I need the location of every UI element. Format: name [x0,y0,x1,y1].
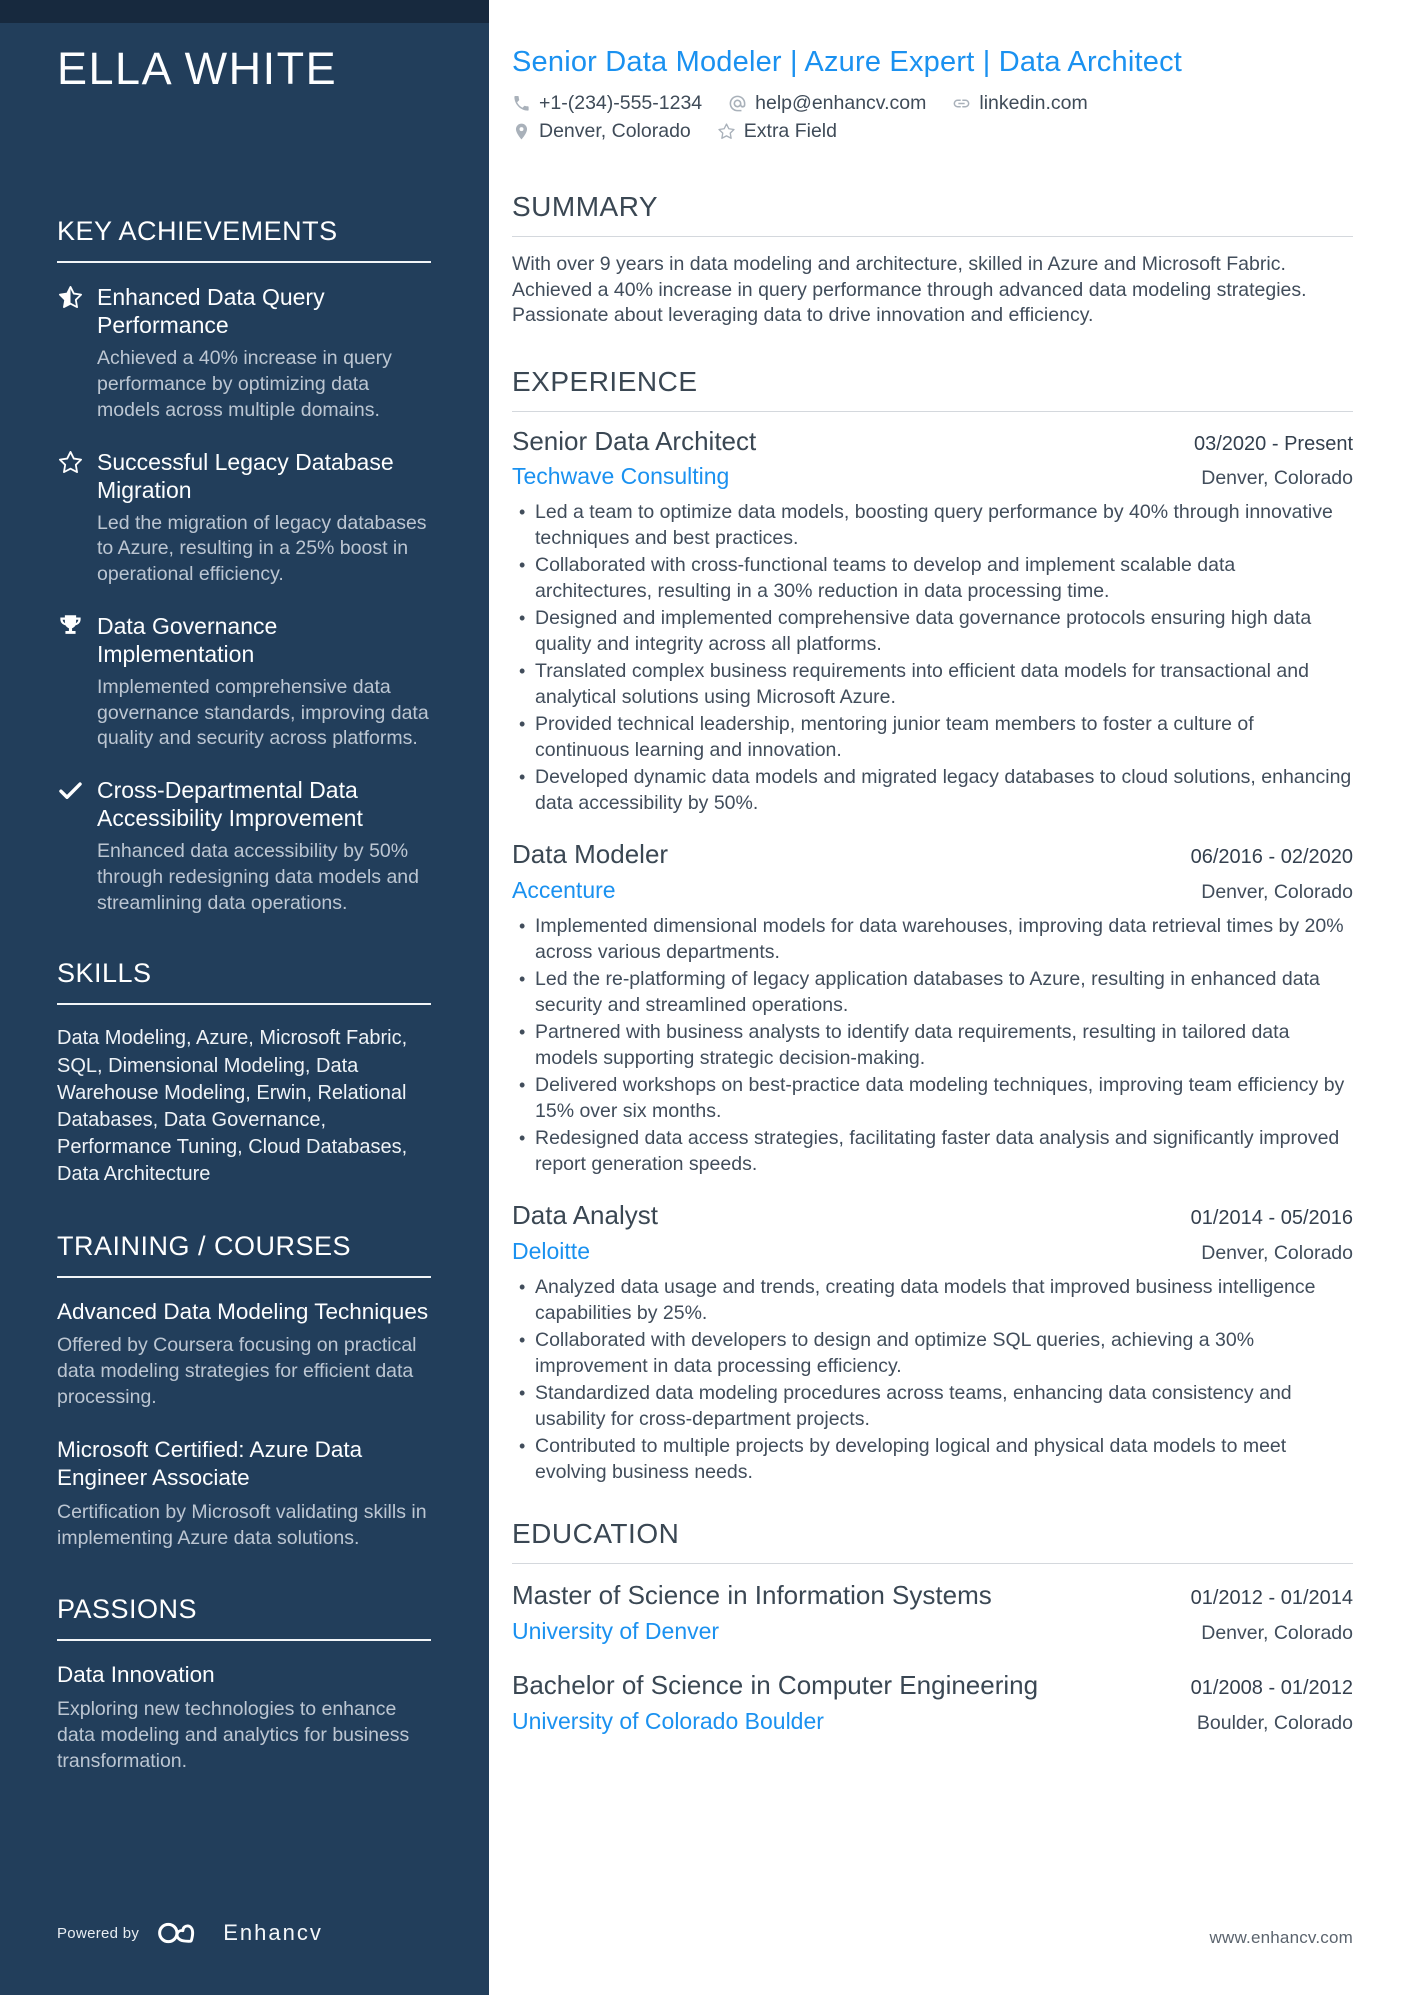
skills-list: Data Modeling, Azure, Microsoft Fabric, SQL, Dimensional Modeling, Data Warehouse Modeling, Erwin, Relational Databases, Data Governance, Performance Tuning, Cloud Databases, Data Architecture [57,1027,408,1186]
course-item [57,1436,431,1552]
location-text: Denver, Colorado [539,120,691,142]
key-achievements-title: KEY ACHIEVEMENTS [57,216,431,263]
job-bullet: • Analyzed data usage and trends, creating data models that improved business intelligence capabilities by 25%. [512,1275,1352,1326]
job-bullet: • Developed dynamic data models and migrated legacy databases to cloud solutions, enhancing data accessibility by 50%. [512,765,1352,816]
company-link[interactable]: Deloitte [512,1238,590,1265]
enhancv-logo-icon[interactable] [155,1917,207,1949]
course-description: Certification by Microsoft validating skills in implementing Azure data solutions. [57,1501,427,1549]
passion-title: Data Innovation [57,1661,215,1687]
phone-contact [512,92,702,115]
at-sign-icon [728,94,747,113]
achievement-title: Enhanced Data Query Performance [97,284,325,339]
phone-icon [512,94,531,113]
degree-location: Boulder, Colorado [1196,1711,1353,1734]
summary-title: SUMMARY [512,191,1353,237]
star-outline-icon [57,448,84,588]
job-bullet: • Delivered workshops on best-practice data modeling techniques, improving team efficiency by 15% over six months. [512,1073,1352,1124]
job-role: Senior Data Architect [512,425,757,456]
job-location: Denver, Colorado [1201,467,1353,490]
job-bullet-list [512,914,1352,1177]
enhancv-url[interactable]: www.enhancv.com [1209,1928,1353,1947]
achievement-item [57,612,431,752]
job-bullet-list [512,1275,1352,1485]
link-contact[interactable] [952,92,1087,115]
education-title: EDUCATION [512,1518,1353,1564]
check-icon [57,776,84,916]
phone-number: +1-(234)-555-1234 [539,92,703,114]
degree-dates: 01/2008 - 01/2012 [1190,1677,1353,1700]
powered-by-label: Powered by [57,1924,140,1942]
achievement-item [57,776,431,916]
job-bullet: • Collaborated with developers to design and optimize SQL queries, achieving a 30% improvement in data processing efficiency. [512,1328,1352,1379]
link-url[interactable]: linkedin.com [979,92,1088,114]
achievement-description: Achieved a 40% increase in query performance by optimizing data models across multiple domains. [97,347,392,421]
degree-location: Denver, Colorado [1201,1622,1353,1645]
achievement-description: Implemented comprehensive data governance standards, improving data quality and security across platforms. [97,675,429,750]
passions-section [57,1594,431,1775]
job-bullet: • Contributed to multiple projects by developing logical and physical data models to meet evolving business needs. [512,1434,1352,1485]
candidate-name: ELLA WHITE [57,43,338,94]
location-contact [512,120,691,143]
job-bullet-list [512,500,1352,816]
job-bullet: • Led a team to optimize data models, boosting query performance by 40% through innovative techniques and best practices. [512,500,1352,551]
job-location: Denver, Colorado [1201,1242,1353,1265]
passions-title: PASSIONS [57,1594,431,1641]
summary-text: With over 9 years in data modeling and architecture, skilled in Azure and Microsoft Fabric. Achieved a 40% increase in query performance through advanced data modeling strategies. Passionate about leveraging data to drive innovation and efficiency. [512,253,1307,326]
trophy-icon [57,612,84,752]
degree-title: Master of Science in Information Systems [512,1580,992,1611]
star-outline-icon [717,122,736,141]
job-bullet: • Partnered with business analysts to identify data requirements, resulting in tailored data models supporting strategic decision-making. [512,1020,1352,1071]
skills-section [57,958,431,1188]
key-achievements-section [57,216,431,916]
experience-title: EXPERIENCE [512,366,1353,412]
achievement-item [57,283,431,423]
job-dates: 01/2014 - 05/2016 [1190,1207,1353,1230]
email-address[interactable]: help@enhancv.com [755,92,927,114]
job-dates: 03/2020 - Present [1194,432,1353,455]
course-title: Advanced Data Modeling Techniques [57,1298,429,1324]
extra-field-contact [717,120,837,143]
achievement-item [57,448,431,588]
training-courses-title: TRAINING / COURSES [57,1231,431,1278]
job-bullet: • Designed and implemented comprehensive data governance protocols ensuring high data quality and integrity across all platforms. [512,606,1352,657]
achievement-description: Enhanced data accessibility by 50% through redesigning data models and streamlining data operations. [97,840,419,914]
skills-title: SKILLS [57,958,431,1005]
achievement-title: Cross-Departmental Data Accessibility Improvement [97,777,363,832]
extra-field-text: Extra Field [743,120,837,142]
job-role: Data Analyst [512,1200,658,1231]
email-contact[interactable] [728,92,926,115]
experience-section [512,366,1353,1486]
school-link[interactable]: University of Denver [512,1618,720,1645]
job-bullet: • Led the re-platforming of legacy application databases to Azure, resulting in enhanced data security and streamlined operations. [512,967,1352,1018]
job-bullet: • Provided technical leadership, mentoring junior team members to foster a culture of continuous learning and innovation. [512,712,1352,763]
job-bullet: • Redesigned data access strategies, facilitating faster data analysis and significantly improved report generation speeds. [512,1126,1352,1177]
job-location: Denver, Colorado [1201,881,1353,904]
experience-entry [512,840,1353,1177]
training-courses-section [57,1231,431,1552]
company-link[interactable]: Techwave Consulting [512,463,730,490]
course-title: Microsoft Certified: Azure Data Engineer Associate [57,1437,363,1491]
achievement-description: Led the migration of legacy databases to Azure, resulting in a 25% boost in operational efficiency. [97,511,427,586]
headline: Senior Data Modeler | Azure Expert | Data Architect [512,46,1183,78]
education-entry [512,1581,1353,1645]
contact-info [512,92,1353,143]
job-bullet: • Translated complex business requirements into efficient data models for transactional and analytical solutions using Microsoft Azure. [512,659,1352,710]
location-pin-icon [512,122,531,141]
degree-title: Bachelor of Science in Computer Engineering [512,1670,1039,1701]
achievement-title: Successful Legacy Database Migration [97,448,394,503]
job-bullet: • Implemented dimensional models for data warehouses, improving data retrieval times by 20% across various departments. [512,914,1352,965]
job-bullet: • Standardized data modeling procedures across teams, enhancing data consistency and usability for cross-department projects. [512,1381,1352,1432]
passion-description: Exploring new technologies to enhance data modeling and analytics for business transformation. [57,1697,410,1772]
summary-section [512,191,1353,329]
passion-item [57,1661,431,1775]
experience-entry [512,427,1353,817]
resume-main-column [489,0,1410,1761]
job-dates: 06/2016 - 02/2020 [1190,846,1353,869]
experience-entry [512,1201,1353,1485]
enhancv-brand-name[interactable]: Enhancv [223,1920,323,1945]
school-link[interactable]: University of Colorado Boulder [512,1707,824,1734]
company-link[interactable]: Accenture [512,877,616,904]
sidebar [0,0,489,1995]
education-entry [512,1671,1353,1735]
degree-dates: 01/2012 - 01/2014 [1190,1587,1353,1610]
link-icon [952,94,971,113]
sidebar-top-strip [0,0,489,23]
course-description: Offered by Coursera focusing on practical data modeling strategies for efficient data processing. [57,1334,417,1409]
course-item [57,1298,431,1412]
job-role: Data Modeler [512,839,669,870]
education-section [512,1518,1353,1735]
job-bullet: • Collaborated with cross-functional teams to develop and implement scalable data architectures, resulting in a 30% reduction in data processing time. [512,553,1352,604]
achievement-title: Data Governance Implementation [97,612,278,667]
powered-by-footer [57,1917,323,1949]
half-star-icon [57,283,84,423]
